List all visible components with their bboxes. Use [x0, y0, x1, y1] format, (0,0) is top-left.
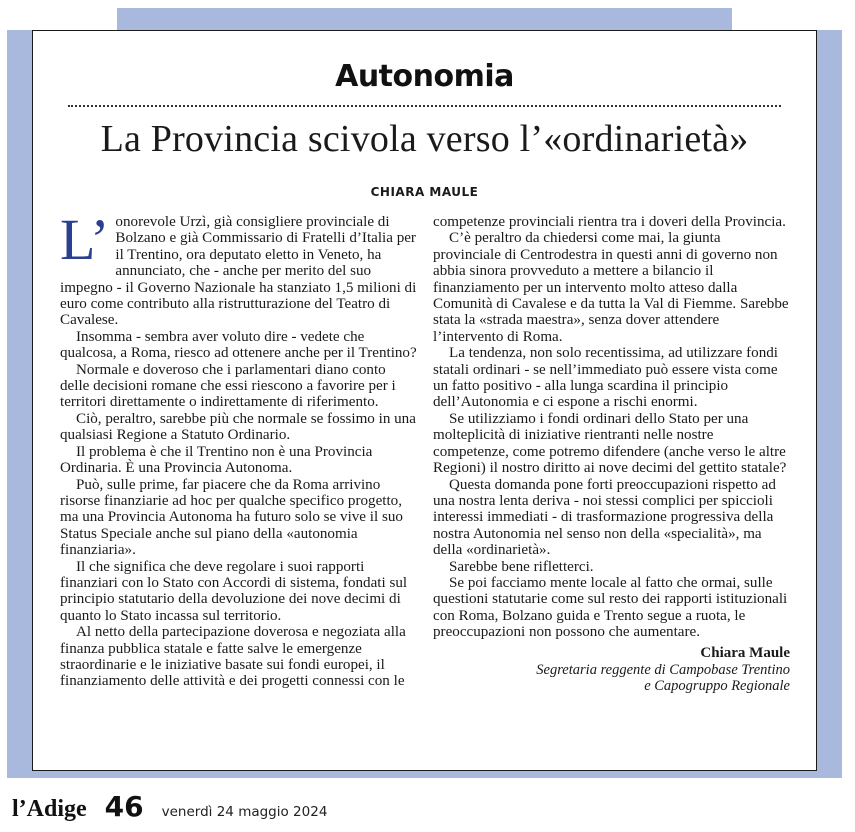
article-column-right	[433, 214, 790, 694]
issue-date: venerdì 24 maggio 2024	[161, 804, 328, 820]
byline: CHIARA MAULE	[370, 185, 479, 199]
article-paragraph: Può, sulle prime, far piacere che da Roma arrivino risorse finanziarie ad hoc per qualche specifico progetto, ma una Provincia Autonoma ha futuro solo se vive il suo Status Speciale anche sul piano della «autonomia finanziaria».	[60, 476, 403, 559]
article-paragraph: Questa domanda pone forti preoccupazioni rispetto ad una nostra lenta deriva - noi stessi complici per spiccioli interessi immediati - di trasformazione progressiva della nostra Autonomia nel senso non della «specialità», ma della «ordinarietà».	[433, 476, 776, 559]
article-paragraph: Se poi facciamo mente locale al fatto che ormai, sulle questioni statutarie come sul resto dei rapporti istituzionali con Roma, Bolzano guida e Trento segue a ruota, le preoccupazioni non possono che aumentare.	[433, 574, 788, 641]
article-paragraph: competenze provinciali rientra tra i doveri della Provincia.	[433, 214, 786, 230]
page-number: 46	[104, 790, 144, 823]
article-paragraph: La tendenza, non solo recentissima, ad utilizzare fondi statali ordinari - se nell’immediato può essere vista come un fatto positivo - alla lunga scardina il principio dell’Autonomia e ci espone a rischi enormi.	[433, 345, 779, 411]
article-paragraph: Se utilizziamo i fondi ordinari dello Stato per una molteplicità di iniziative rientranti nelle nostre competenze, come potremo difendere (anche verso le altre Regioni) il nostro diritto ai nove decimi del gettito statale?	[433, 410, 787, 477]
article-paragraph: Al netto della partecipazione doverosa e negoziata alla finanza pubblica statale e fatte salve le emergenze straordinarie e le iniziative basate sui fondi europei, il finanziamento delle attività e dei progetti connessi con le	[60, 624, 406, 690]
article-paragraph: Normale e doveroso che i parlamentari diano conto delle decisioni romane che essi riescono a favorire per i territori direttamente o indirettamente di riferimento.	[60, 361, 396, 411]
article-paragraph: Il problema è che il Trentino non è una Provincia Ordinaria. È una Provincia Autonoma.	[60, 443, 373, 477]
article-paragraph: C’è peraltro da chiedersi come mai, la giunta provinciale di Centrodestra in questi anni di governo non abbia sinora provveduto a mettere a bilancio il finanziamento per un intervento molto atteso dalla Comunità di Cavalese e da tutta la Val di Fiemme. Sarebbe stata la «strada maestra», senza dover attendere l’intervento di Roma.	[433, 230, 789, 345]
newspaper-logo: l’Adige	[12, 796, 87, 822]
article-column-left	[60, 207, 417, 690]
signature-name: Chiara Maule	[700, 644, 790, 661]
article-paragraph: Insomma - sembra aver voluto dire - vedete che qualcosa, a Roma, riesco ad ottenere anche per il Trentino?	[60, 328, 417, 362]
section-title: Autonomia	[335, 59, 514, 94]
article-paragraph: Il che significa che deve regolare i suoi rapporti finanziari con lo Stato con Accordi di sistema, fondati sul principio statutario della devoluzione dei nove decimi di quanto lo Stato incassa sul territorio.	[60, 558, 408, 624]
headline: La Provincia scivola verso l’«ordinarietà»	[100, 118, 749, 160]
article-paragraph: L’ onorevole Urzì, già consigliere provinciale di Bolzano e già Commissario di Fratelli d’Italia per il Trentino, ora deputato eletto in Veneto, ha annunciato, che - anche per merito del suo impegno - il Governo Nazionale ha stanziato 1,5 milioni di euro come contributo alla ristrutturazione del Teatro di Cavalese.	[60, 207, 417, 329]
frame-corner-right	[732, 8, 842, 30]
signature-role: e Capogruppo Regionale	[644, 677, 790, 694]
dotted-divider	[68, 105, 781, 108]
dropcap: L’	[60, 207, 110, 272]
article-box	[32, 30, 817, 771]
frame-corner-left	[7, 8, 117, 30]
page-footer	[12, 790, 327, 826]
page-frame	[7, 8, 842, 778]
article-paragraph: Ciò, peraltro, sarebbe più che normale se fossimo in una qualsiasi Regione a Statuto Ordinario.	[60, 410, 416, 444]
article-paragraph: Sarebbe bene rifletterci.	[449, 558, 594, 575]
signature-role: Segretaria reggente di Campobase Trentino	[536, 661, 790, 678]
